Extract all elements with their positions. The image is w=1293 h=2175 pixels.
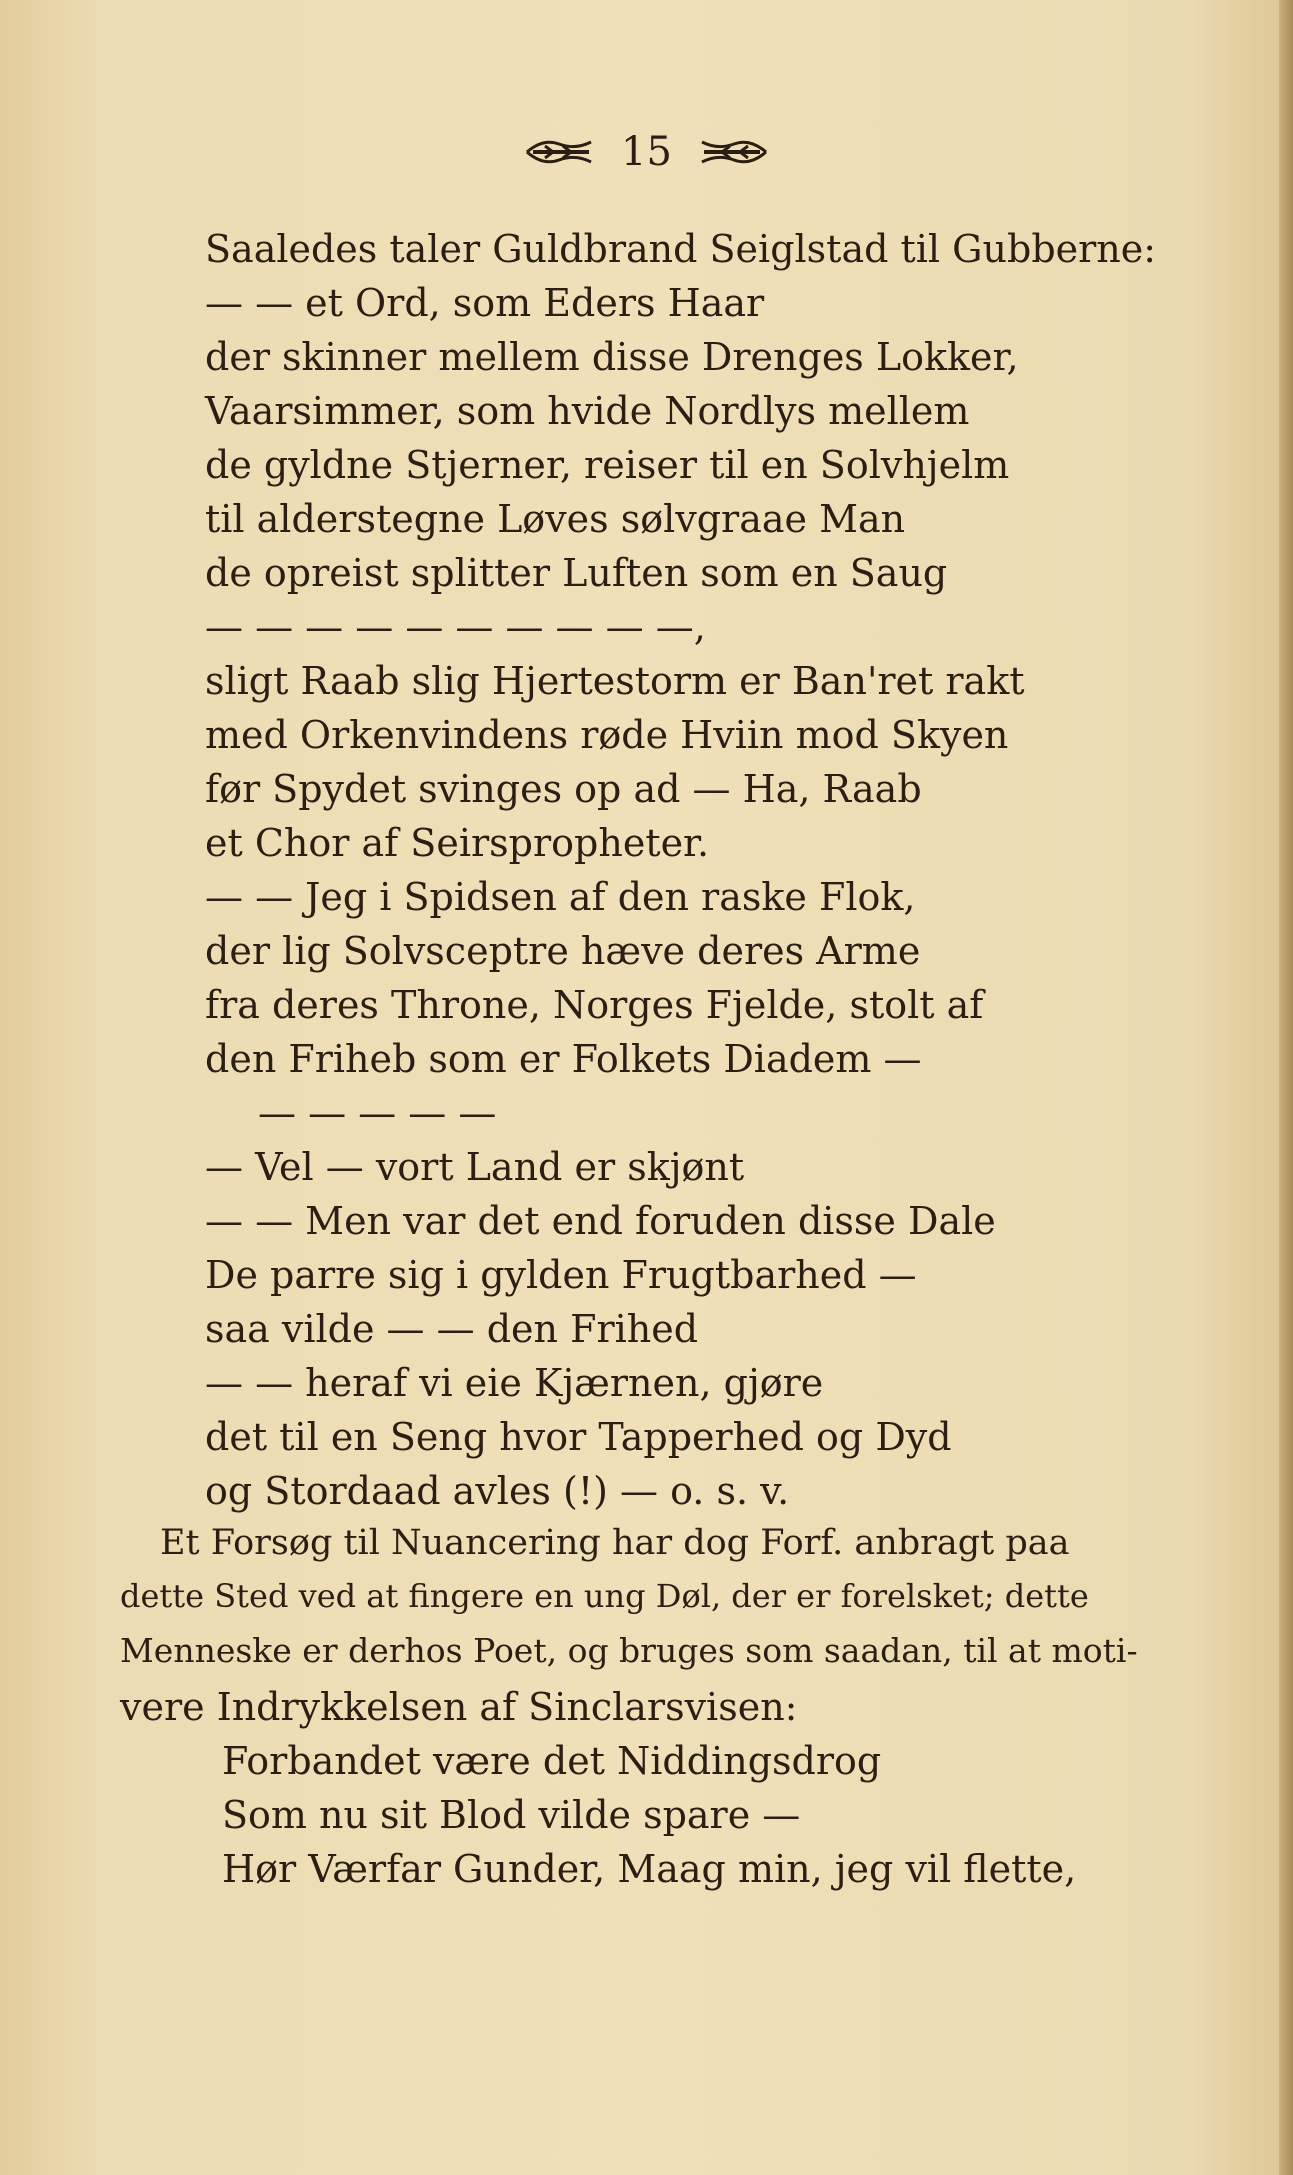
page-spine-edge: [1279, 0, 1293, 2175]
text-line: — — heraf vi eie Kjærnen, gjøre: [205, 1361, 824, 1405]
page-number: 15: [621, 129, 672, 175]
text-line: dette Sted ved at fingere en ung Døl, der er forelsket; dette: [120, 1577, 1089, 1615]
text-line: Vaarsimmer, som hvide Nordlys mellem: [205, 389, 970, 433]
text-line: — — — — —: [258, 1091, 497, 1135]
text-line: — — Jeg i Spidsen af den raske Flok,: [205, 875, 916, 919]
text-line: Forbandet være det Niddingsdrog: [222, 1739, 882, 1783]
text-line: og Stordaad avles (!) — o. s. v.: [205, 1469, 790, 1513]
text-line: der lig Solvsceptre hæve deres Arme: [205, 929, 921, 973]
text-line: de opreist splitter Luften som en Saug: [205, 551, 948, 595]
text-line: Hør Værfar Gunder, Maag min, jeg vil flette,: [222, 1847, 1077, 1891]
text-line: Et Forsøg til Nuancering har dog Forf. anbragt paa: [160, 1523, 1070, 1563]
text-line: før Spydet svinges op ad — Ha, Raab: [205, 767, 922, 811]
text-line: — — Men var det end foruden disse Dale: [205, 1199, 996, 1243]
leaf-ornament-icon: [698, 134, 770, 170]
text-line: — Vel — vort Land er skjønt: [205, 1145, 745, 1189]
page-header: [0, 122, 1293, 182]
text-line: et Chor af Seirspropheter.: [205, 821, 710, 865]
text-line: vere Indrykkelsen af Sinclarsvisen:: [120, 1685, 798, 1729]
text-line: den Friheb som er Folkets Diadem —: [205, 1037, 922, 1081]
text-line: det til en Seng hvor Tapperhed og Dyd: [205, 1415, 952, 1459]
text-line: fra deres Throne, Norges Fjelde, stolt af: [205, 983, 984, 1027]
text-line: Menneske er derhos Poet, og bruges som saadan, til at moti-: [120, 1631, 1138, 1670]
text-line: saa vilde — — den Frihed: [205, 1307, 699, 1351]
text-line: — — et Ord, som Eders Haar: [205, 281, 765, 325]
text-line: Saaledes taler Guldbrand Seiglstad til Gubberne:: [205, 227, 1157, 271]
text-line: sligt Raab slig Hjertestorm er Ban'ret rakt: [205, 659, 1025, 703]
leaf-ornament-icon: [523, 134, 595, 170]
text-line: Som nu sit Blod vilde spare —: [222, 1793, 801, 1837]
text-line: de gyldne Stjerner, reiser til en Solvhjelm: [205, 443, 1010, 487]
text-line: til alderstegne Løves sølvgraae Man: [205, 497, 906, 541]
text-line: — — — — — — — — — —,: [205, 605, 706, 649]
text-line: De parre sig i gylden Frugtbarhed —: [205, 1253, 917, 1297]
text-line: der skinner mellem disse Drenges Lokker,: [205, 335, 1019, 379]
text-line: med Orkenvindens røde Hviin mod Skyen: [205, 713, 1009, 757]
